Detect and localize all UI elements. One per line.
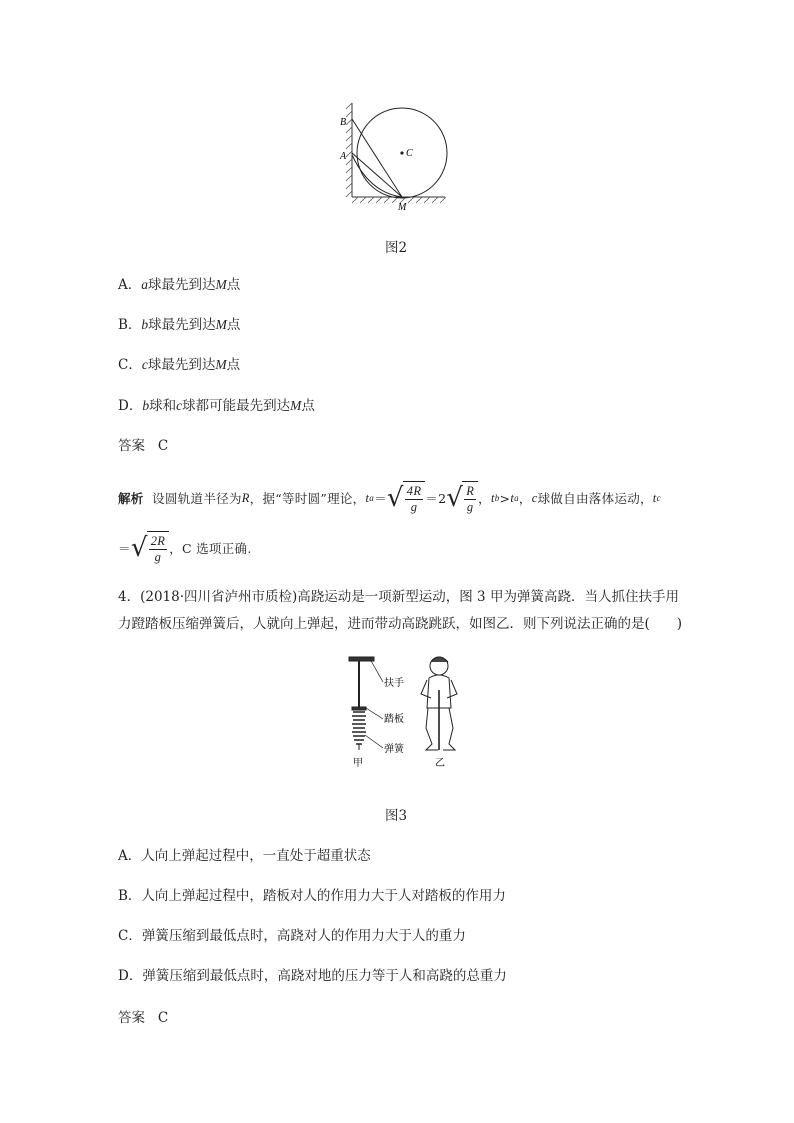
option-c: C．c球最先到达M点 [118, 357, 241, 373]
option-b: B．人向上弹起过程中，踏板对人的作用力大于人对踏板的作用力 [118, 888, 506, 904]
label-handle: 扶手 [384, 678, 404, 689]
sqrt-4r-over-g: √ $\frac{4R}{g}$ [387, 481, 425, 515]
option-b: B．b球最先到达M点 [118, 317, 241, 333]
option-d: D．弹簧压缩到最低点时，高跷对地的压力等于人和高跷的总重力 [118, 968, 507, 984]
solution-line-1: 解析 设圆轨道半径为 R ，据“等时圆”理论， t a ＝ √ $\frac{4R}{g}$ ＝2 √ $\frac{R}{g}$ ， t b > t a ， c 球做自由落体运动， t c [118, 483, 661, 514]
option-c: C．弹簧压缩到最低点时，高跷对人的作用力大于人的重力 [118, 928, 466, 944]
option-d: D．b球和c球都可能最先到达M点 [118, 398, 315, 414]
question-4-line-1: 4．(2018·四川省泸州市质检)高跷运动是一项新型运动，图 3 甲为弹簧高跷．当人抓住扶手用 [118, 589, 679, 605]
label-yi: 乙 [435, 758, 445, 769]
option-a: A．a球最先到达M点 [118, 277, 241, 293]
solution-line-2: ＝ √ $\frac{2R}{g}$ ，C 选项正确. [118, 533, 252, 564]
figure-3-diagram [335, 650, 475, 780]
sqrt-2r-over-g: √ $\frac{2R}{g}$ [131, 531, 169, 565]
label-a: A [340, 151, 347, 162]
answer-4: 答案 C [118, 1010, 169, 1026]
figure-2-caption: 图2 [385, 240, 408, 256]
figure-3-caption: 图3 [385, 808, 408, 824]
label-pedal: 踏板 [384, 714, 404, 725]
sqrt-r-over-g: √ $\frac{R}{g}$ [446, 481, 478, 515]
label-spring: 弹簧 [384, 744, 404, 755]
label-c: C [406, 148, 413, 159]
label-m: M [398, 202, 407, 213]
figure-2-diagram [330, 95, 460, 215]
label-b: B [340, 117, 347, 128]
option-a: A．人向上弹起过程中，一直处于超重状态 [118, 848, 371, 864]
label-jia: 甲 [353, 758, 363, 769]
answer-3: 答案 C [118, 438, 169, 454]
question-4-line-2: 力蹬踏板压缩弹簧后，人就向上弹起，进而带动高跷跳跃，如图乙．则下列说法正确的是( ) [118, 616, 683, 632]
